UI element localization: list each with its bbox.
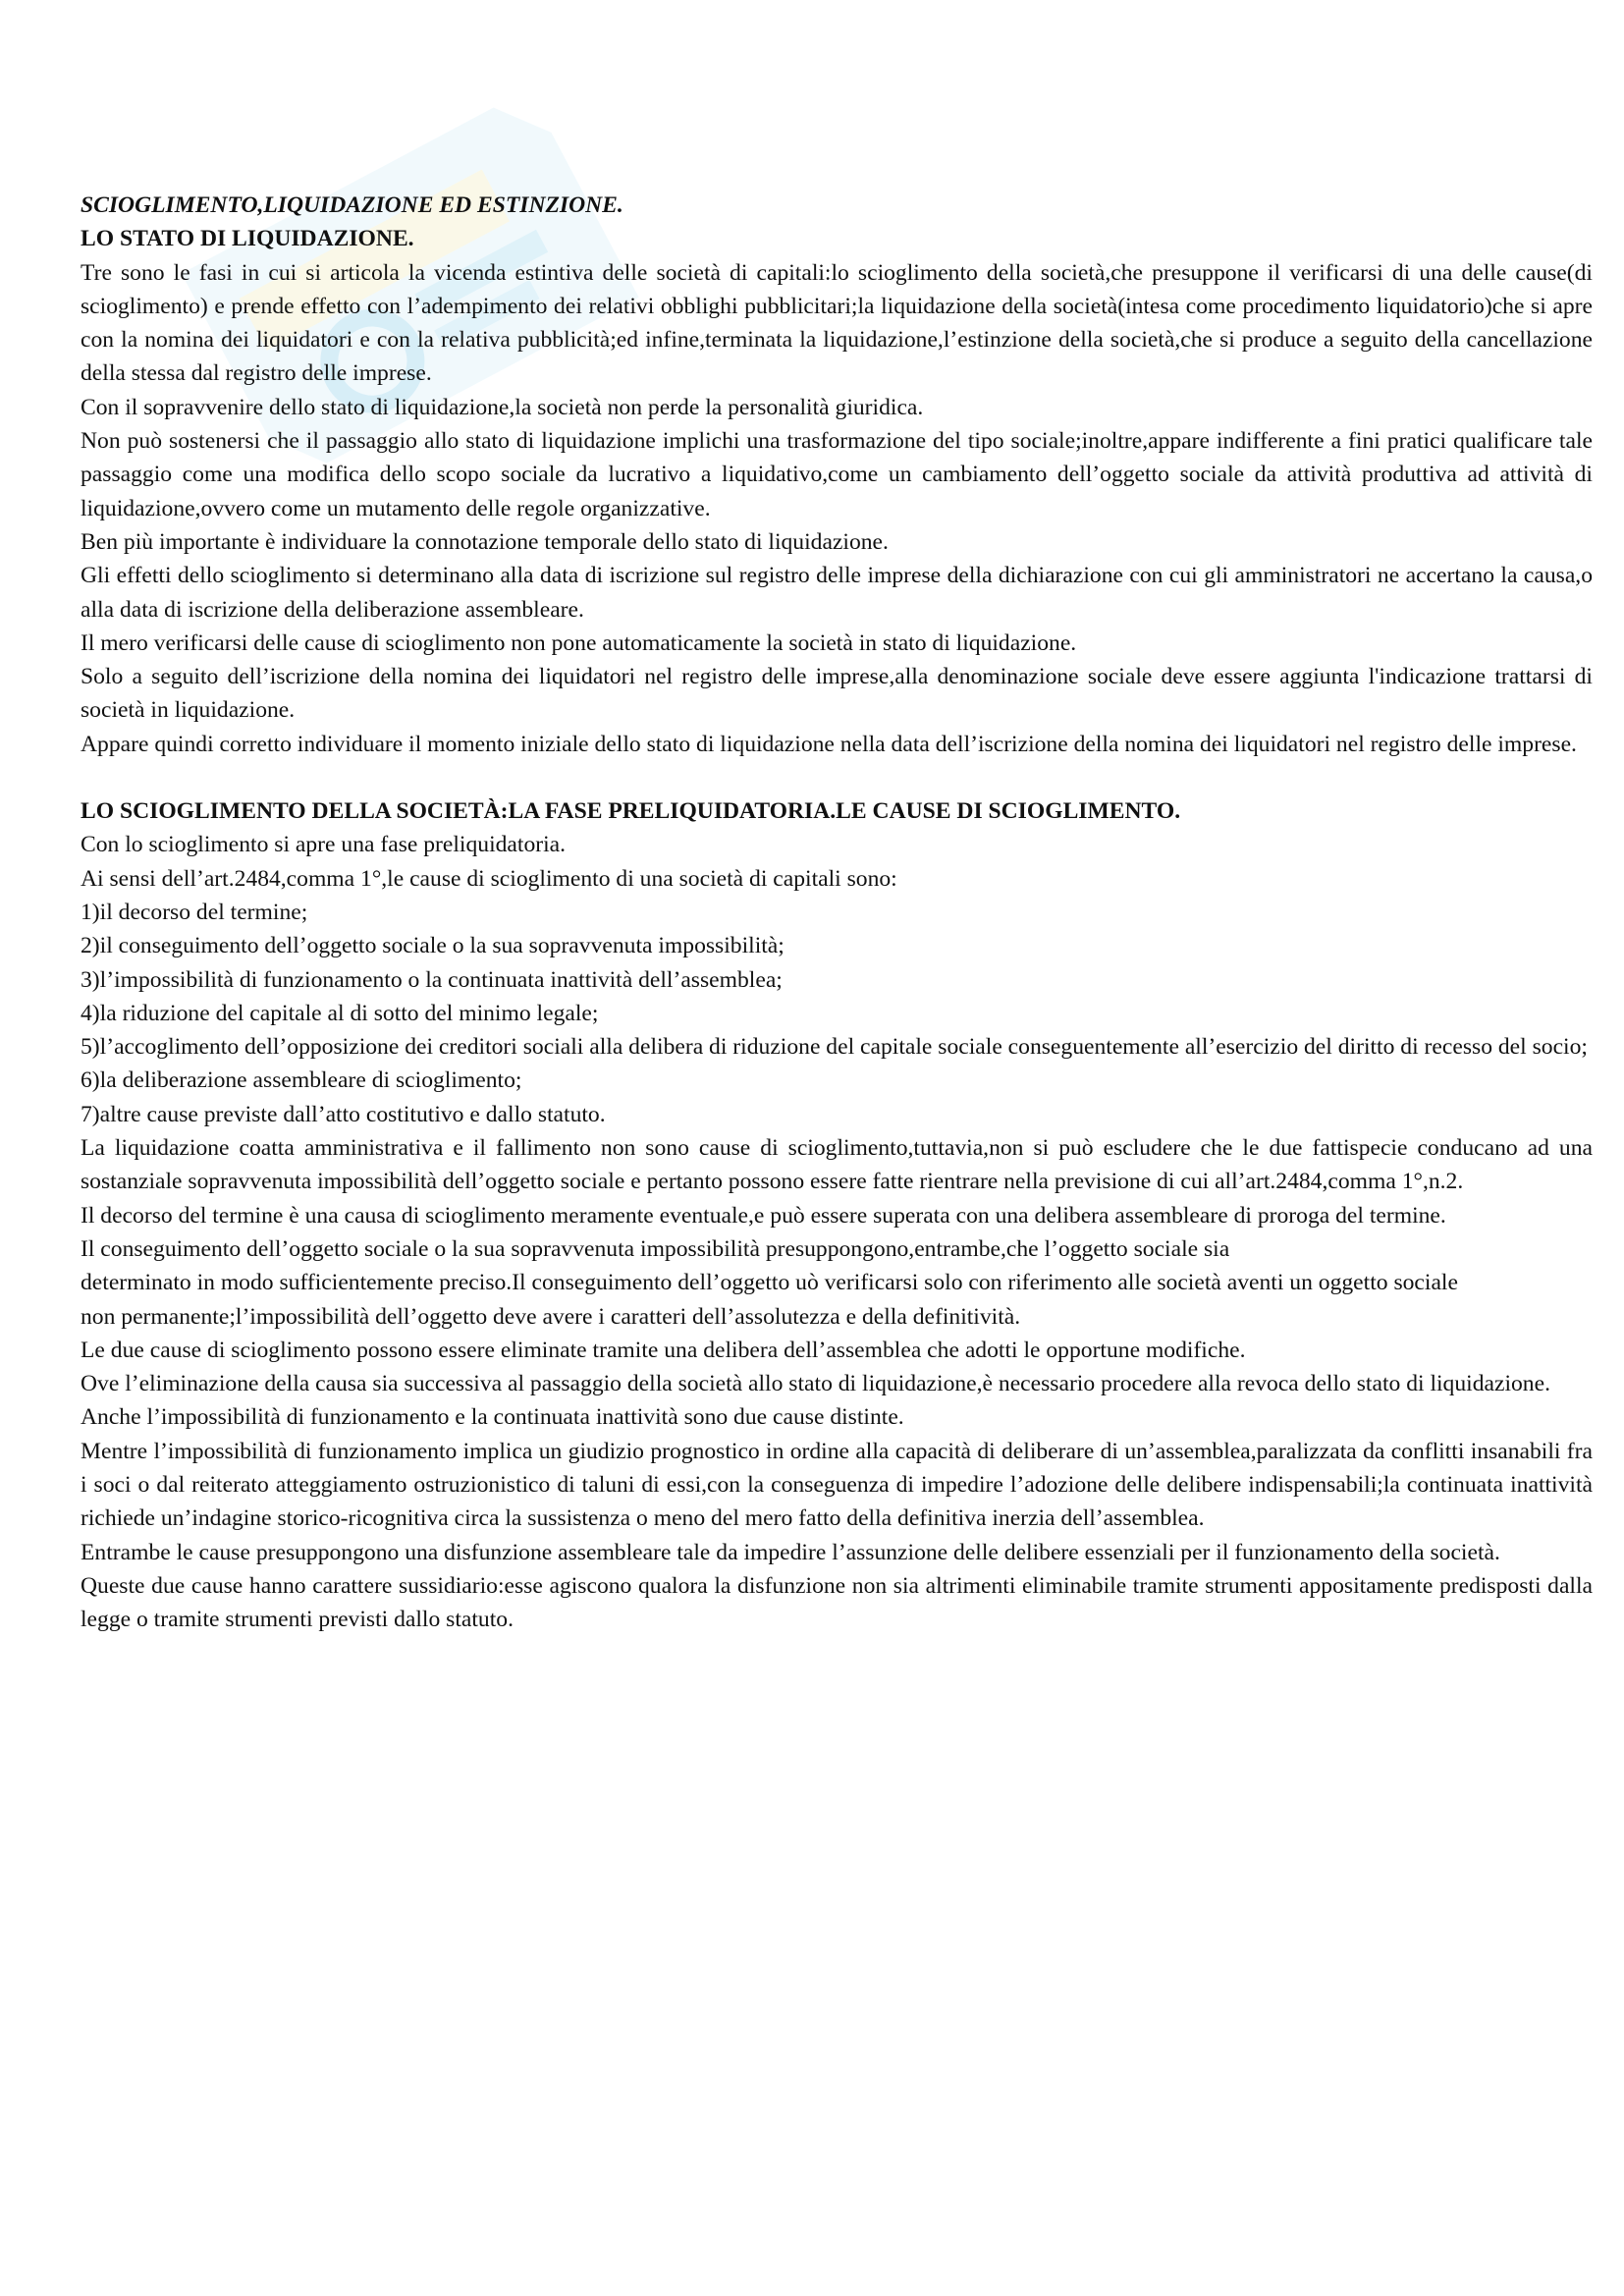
list-item: 1)il decorso del termine; (81, 899, 308, 925)
paragraph: Gli effetti dello scioglimento si determinano alla data di iscrizione sul registro delle imprese della dichiarazione con cui gli amministratori ne accertano la causa,o alla data di iscrizione della deliberazione assembleare. (81, 563, 1593, 623)
paragraph: Solo a seguito dell’iscrizione della nomina dei liquidatori nel registro delle imprese,alla denominazione sociale deve essere aggiunta l'indicazione trattarsi di società in liquidazione. (81, 664, 1593, 724)
paragraph: determinato in modo sufficientemente preciso.Il conseguimento dell’oggetto uò verificarsi solo con riferimento alle società aventi un oggetto sociale (81, 1270, 1458, 1296)
paragraph: Ben più importante è individuare la connotazione temporale dello stato di liquidazione. (81, 528, 889, 555)
paragraph: La liquidazione coatta amministrativa e il fallimento non sono cause di scioglimento,tuttavia,non si può escludere che le due fattispecie conducano ad una sostanziale sopravvenuta impossibilità dell’oggetto sociale e pertanto possono essere fatte rientrare nella previsione di cui all’art.2484,comma 1°,n.2. (81, 1135, 1593, 1195)
paragraph: Il mero verificarsi delle cause di scioglimento non pone automaticamente la società in stato di liquidazione. (81, 629, 1077, 656)
paragraph: Ove l’eliminazione della causa sia successiva al passaggio della società allo stato di liquidazione,è necessario procedere alla revoca dello stato di liquidazione. (81, 1371, 1550, 1397)
paragraph: Appare quindi corretto individuare il momento iniziale dello stato di liquidazione nella data dell’iscrizione della nomina dei liquidatori nel registro delle imprese. (81, 731, 1577, 757)
list-item: 4)la riduzione del capitale al di sotto del minimo legale; (81, 1000, 599, 1026)
paragraph: Tre sono le fasi in cui si articola la vicenda estintiva delle società di capitali:lo scioglimento della società,che presuppone il verificarsi di una delle cause(di scioglimento) e prende effetto con l’adempimento dei relativi obblighi pubblicitari;la liquidazione della società(intesa come procedimento liquidatorio)che si apre con la nomina dei liquidatori e con la relativa pubblicità;ed infine,terminata la liquidazione,l’estinzione della società,che si produce a seguito della cancellazione della stessa dal registro delle imprese. (81, 259, 1593, 387)
paragraph: non permanente;l’impossibilità dell’oggetto deve avere i caratteri dell’assolutezza e della definitività. (81, 1303, 1021, 1330)
document-page (81, 189, 1593, 1636)
paragraph: Queste due cause hanno carattere sussidiario:esse agiscono qualora la disfunzione non sia altrimenti eliminabile tramite strumenti appositamente predisposti dalla legge o tramite strumenti previsti dallo statuto. (81, 1572, 1593, 1633)
paragraph: Le due cause di scioglimento possono essere eliminate tramite una delibera dell’assemblea che adotti le opportune modifiche. (81, 1337, 1246, 1363)
document-title: SCIOGLIMENTO,LIQUIDAZIONE ED ESTINZIONE. (81, 192, 623, 218)
paragraph: Mentre l’impossibilità di funzionamento implica un giudizio prognostico in ordine alla capacità di deliberare di un’assemblea,paralizzata da conflitti insanabili fra i soci o dal reiterato atteggiamento ostruzionistico di taluni di essi,con la conseguenza di impedire l’adozione delle delibere indispensabili;la continuata inattività richiede un’indagine storico-ricognitiva circa la sussistenza o meno del mero fatto della definitiva inerzia dell’assemblea. (81, 1438, 1593, 1532)
section-spacer (81, 761, 1593, 794)
section-heading-stato-liquidazione: LO STATO DI LIQUIDAZIONE. (81, 226, 414, 252)
list-item: 2)il conseguimento dell’oggetto sociale o la sua sopravvenuta impossibilità; (81, 933, 785, 959)
paragraph: Ai sensi dell’art.2484,comma 1°,le cause di scioglimento di una società di capitali sono: (81, 865, 897, 892)
paragraph: Con il sopravvenire dello stato di liquidazione,la società non perde la personalità giuridica. (81, 394, 924, 420)
paragraph: Il decorso del termine è una causa di scioglimento meramente eventuale,e può essere superata con una delibera assembleare di proroga del termine. (81, 1202, 1446, 1229)
section-heading-scioglimento: LO SCIOGLIMENTO DELLA SOCIETÀ:LA FASE PRELIQUIDATORIA.LE CAUSE DI SCIOGLIMENTO. (81, 798, 1181, 825)
paragraph: Anche l’impossibilità di funzionamento e la continuata inattività sono due cause distinte. (81, 1404, 904, 1431)
paragraph: Il conseguimento dell’oggetto sociale o la sua sopravvenuta impossibilità presuppongono,entrambe,che l’oggetto sociale sia (81, 1235, 1230, 1262)
paragraph: Con lo scioglimento si apre una fase preliquidatoria. (81, 832, 567, 858)
list-item: 6)la deliberazione assembleare di scioglimento; (81, 1067, 522, 1094)
list-item: 7)altre cause previste dall’atto costitutivo e dallo statuto. (81, 1101, 606, 1127)
list-item: 5)l’accoglimento dell’opposizione dei creditori sociali alla delibera di riduzione del capitale sociale conseguentemente all’esercizio del diritto di recesso del socio; (81, 1034, 1588, 1061)
list-item: 3)l’impossibilità di funzionamento o la continuata inattività dell’assemblea; (81, 966, 783, 993)
paragraph: Non può sostenersi che il passaggio allo stato di liquidazione implichi una trasformazione del tipo sociale;inoltre,appare indifferente a fini pratici qualificare tale passaggio come una modifica dello scopo sociale da lucrativo a liquidativo,come un cambiamento dell’oggetto sociale da attività produttiva ad attività di liquidazione,ovvero come un mutamento delle regole organizzative. (81, 428, 1593, 521)
paragraph: Entrambe le cause presuppongono una disfunzione assembleare tale da impedire l’assunzione delle delibere essenziali per il funzionamento della società. (81, 1539, 1500, 1565)
